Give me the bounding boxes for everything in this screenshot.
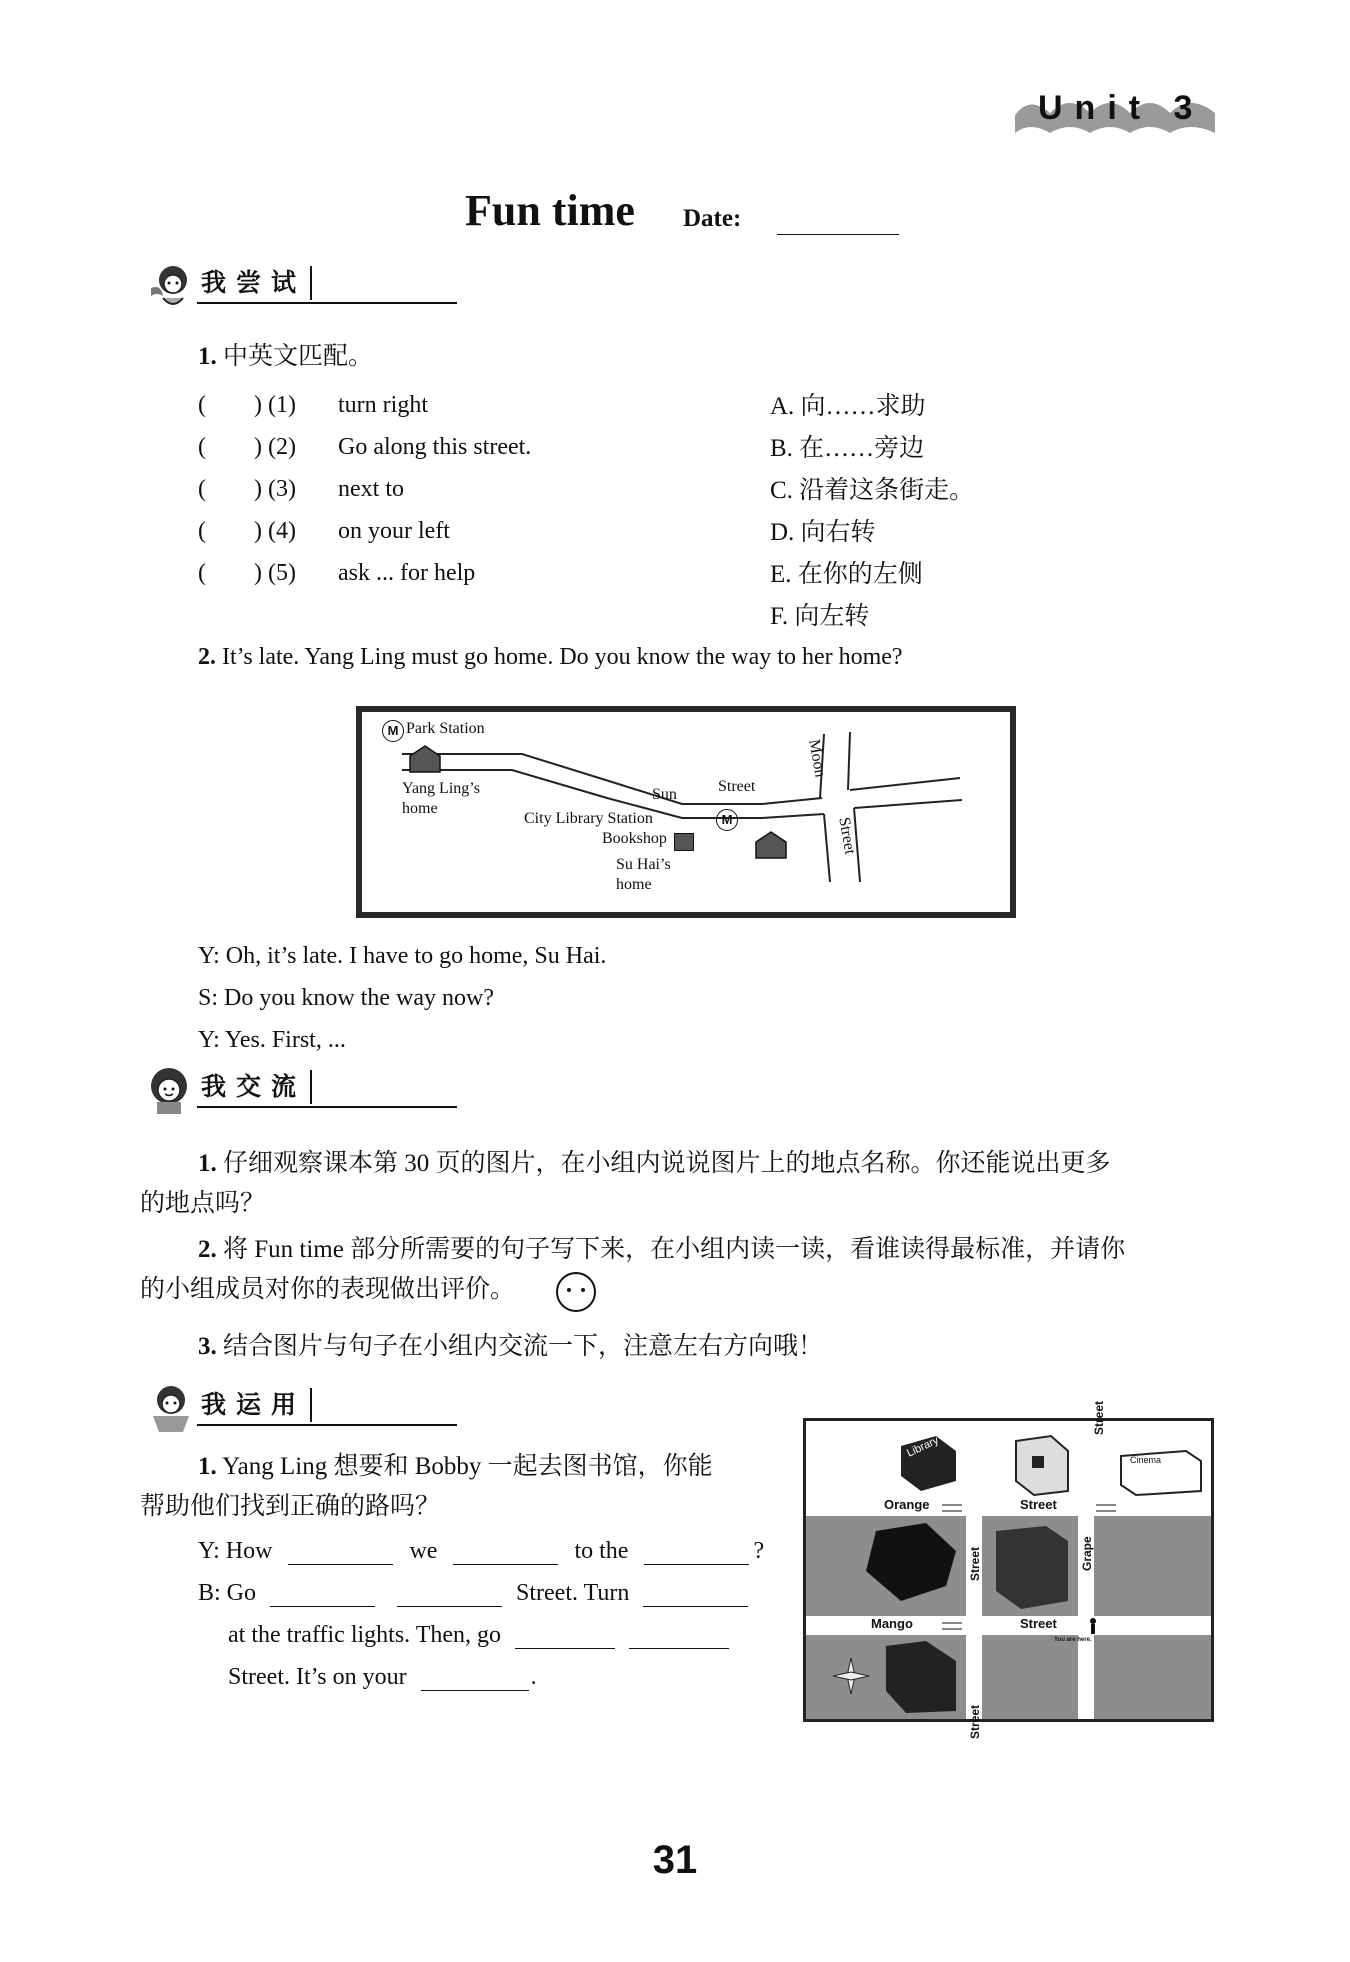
answer-bracket[interactable]: ( ) bbox=[198, 476, 262, 502]
question-text: It’s late. Yang Ling must go home. Do you know the way to her home? bbox=[222, 644, 903, 670]
answer-blank[interactable] bbox=[644, 1538, 749, 1565]
item-number: (3) bbox=[268, 476, 296, 502]
mango-street-label-2: Street bbox=[1020, 1616, 1057, 1631]
choice-item: E. 在你的左侧 bbox=[770, 561, 923, 588]
item-number: 1. bbox=[198, 1150, 217, 1177]
metro-icon: M bbox=[382, 720, 404, 742]
item-number: (5) bbox=[268, 560, 296, 586]
speaker-label: Y: How bbox=[198, 1538, 273, 1564]
date-label: Date: bbox=[683, 205, 742, 232]
fill-line-y bbox=[198, 1538, 764, 1565]
section-header-communicate bbox=[143, 1062, 463, 1104]
answer-blank[interactable] bbox=[421, 1664, 529, 1691]
section-underline bbox=[197, 1424, 457, 1426]
answer-bracket[interactable]: ( ) bbox=[198, 560, 262, 586]
choice-item: F. 向左转 bbox=[770, 603, 870, 630]
question-text: Yang Ling 想要和 Bobby 一起去图书馆，你能 bbox=[222, 1453, 713, 1480]
speaker-label: B: Go bbox=[198, 1580, 257, 1606]
dialogue-line: S: Do you know the way now? bbox=[198, 985, 494, 1011]
apple-street-label-2: Street bbox=[968, 1704, 982, 1739]
item-text: 仔细观察课本第 30 页的图片，在小组内说说图片上的地点名称。你还能说出更多 bbox=[223, 1150, 1111, 1177]
matching-list bbox=[198, 384, 758, 594]
fill-line-b3 bbox=[228, 1664, 537, 1691]
answer-bracket[interactable]: ( ) bbox=[198, 392, 262, 418]
map-blocks bbox=[806, 1421, 1211, 1719]
answer-blank[interactable] bbox=[515, 1622, 615, 1649]
question-2 bbox=[198, 640, 903, 674]
text-fragment: Turn bbox=[583, 1580, 630, 1606]
text-fragment: at the traffic lights. Then, go bbox=[228, 1622, 502, 1648]
su-home-label: Su Hai’s bbox=[616, 856, 671, 873]
item-number: (4) bbox=[268, 518, 296, 544]
question-text: 中英文匹配。 bbox=[223, 343, 374, 370]
park-station-label: Park Station bbox=[406, 720, 485, 737]
unit-label: Unit 3 bbox=[1038, 89, 1205, 127]
list-item bbox=[198, 468, 758, 510]
you-are-here-label: You are here. bbox=[1054, 1637, 1092, 1643]
text-fragment: Street. bbox=[516, 1580, 578, 1606]
item-number: 3. bbox=[198, 1333, 217, 1360]
section-label: 我交流 bbox=[201, 1070, 312, 1104]
section-underline bbox=[197, 302, 457, 304]
item-number: (2) bbox=[268, 434, 296, 460]
answer-blank[interactable] bbox=[629, 1622, 729, 1649]
bookshop-label: Bookshop bbox=[602, 830, 667, 847]
item-number: 2. bbox=[198, 1236, 217, 1263]
text-fragment: Street. It’s on your bbox=[228, 1664, 407, 1690]
list-item bbox=[198, 1233, 1125, 1267]
choice-item: D. 向右转 bbox=[770, 519, 876, 546]
list-item bbox=[198, 1330, 823, 1364]
girl-mascot-icon bbox=[143, 1380, 199, 1436]
city-library-label: City Library Station bbox=[524, 810, 653, 827]
yang-home-label-2: home bbox=[402, 800, 438, 817]
question-number: 2. bbox=[198, 644, 216, 670]
sun-street-label: Sun bbox=[652, 786, 677, 803]
list-item bbox=[198, 510, 758, 552]
girl-mascot-icon bbox=[143, 258, 199, 314]
answer-bracket[interactable]: ( ) bbox=[198, 434, 262, 460]
item-text: ask ... for help bbox=[338, 560, 476, 586]
mango-street-label: Mango bbox=[871, 1616, 913, 1631]
answer-blank[interactable] bbox=[270, 1580, 375, 1607]
vertical-street-label: Street bbox=[968, 1546, 982, 1581]
answer-blank[interactable] bbox=[453, 1538, 558, 1565]
page-number: 31 bbox=[652, 1838, 698, 1882]
item-text: on your left bbox=[338, 518, 450, 544]
road-lines bbox=[362, 712, 1010, 912]
su-home-label-2: home bbox=[616, 876, 652, 893]
house-icon bbox=[754, 830, 788, 860]
question-1 bbox=[198, 340, 373, 374]
fill-line-b2 bbox=[228, 1622, 729, 1649]
list-item bbox=[198, 426, 758, 468]
person-icon bbox=[1086, 1617, 1100, 1635]
city-map bbox=[803, 1400, 1214, 1739]
smiley-face-icon bbox=[555, 1271, 597, 1313]
item-continuation bbox=[140, 1273, 515, 1307]
answer-blank[interactable] bbox=[288, 1538, 393, 1565]
list-item bbox=[198, 552, 758, 594]
answer-blank[interactable] bbox=[397, 1580, 502, 1607]
section-header-apply bbox=[143, 1380, 463, 1422]
section-underline bbox=[197, 1106, 457, 1108]
item-continuation: 的地点吗？ bbox=[140, 1190, 266, 1217]
answer-bracket[interactable]: ( ) bbox=[198, 518, 262, 544]
question-1 bbox=[198, 1450, 713, 1484]
page-title: Fun time bbox=[465, 186, 635, 235]
question-number: 1. bbox=[198, 343, 217, 370]
bookshop-icon bbox=[674, 833, 694, 851]
choice-item: B. 在……旁边 bbox=[770, 435, 925, 462]
grape-street-top-label: Street bbox=[1092, 1400, 1106, 1435]
text-fragment: we bbox=[409, 1538, 438, 1564]
item-text: 的小组成员对你的表现做出评价。 bbox=[140, 1276, 516, 1303]
text-fragment: . bbox=[530, 1664, 537, 1690]
text-fragment: ? bbox=[753, 1538, 765, 1564]
text-fragment: to the bbox=[574, 1538, 629, 1564]
dialogue bbox=[198, 935, 606, 1061]
item-number: (1) bbox=[268, 392, 296, 418]
dialogue-line: Y: Oh, it’s late. I have to go home, Su Hai. bbox=[198, 943, 607, 969]
section-header-try bbox=[143, 258, 463, 300]
unit-badge bbox=[1010, 85, 1220, 135]
list-item bbox=[198, 384, 758, 426]
moon-street-label: Moon bbox=[805, 738, 829, 779]
section-label: 我尝试 bbox=[201, 266, 312, 300]
apple-street-label: Apple bbox=[968, 1659, 982, 1693]
item-text: next to bbox=[338, 476, 404, 502]
moon-street-label-2: Street bbox=[835, 816, 859, 856]
section-label: 我运用 bbox=[201, 1388, 312, 1422]
item-text: 将 Fun time 部分所需要的句子写下来，在小组内读一读，看谁读得最标准，并请你 bbox=[223, 1236, 1126, 1263]
item-text: turn right bbox=[338, 392, 428, 418]
metro-icon: M bbox=[716, 809, 738, 831]
choice-item: A. 向……求助 bbox=[770, 393, 926, 420]
cinema-label: Cinema bbox=[1130, 1455, 1162, 1465]
choice-item: C. 沿着这条街走。 bbox=[770, 477, 975, 504]
answer-blank[interactable] bbox=[643, 1580, 748, 1607]
boy-mascot-icon bbox=[143, 1062, 199, 1118]
orange-street-label: Orange bbox=[884, 1497, 930, 1512]
yang-home-label: Yang Ling’s bbox=[402, 780, 480, 797]
house-icon bbox=[408, 744, 442, 774]
sun-street-label-2: Street bbox=[718, 778, 756, 795]
question-continuation: 帮助他们找到正确的路吗？ bbox=[140, 1493, 441, 1520]
date-blank[interactable] bbox=[777, 234, 899, 235]
grape-street-label: Grape bbox=[1080, 1536, 1094, 1571]
item-text: 结合图片与句子在小组内交流一下，注意左右方向哦！ bbox=[223, 1333, 824, 1360]
fill-line-b bbox=[198, 1580, 748, 1607]
route-map bbox=[356, 706, 1016, 918]
choice-list bbox=[770, 386, 974, 638]
question-number: 1. bbox=[198, 1453, 217, 1480]
list-item bbox=[198, 1147, 1111, 1181]
library-label: Library bbox=[905, 1434, 941, 1460]
orange-street-label-2: Street bbox=[1020, 1497, 1057, 1512]
item-text: Go along this street. bbox=[338, 434, 532, 460]
dialogue-line: Y: Yes. First, ... bbox=[198, 1027, 346, 1053]
